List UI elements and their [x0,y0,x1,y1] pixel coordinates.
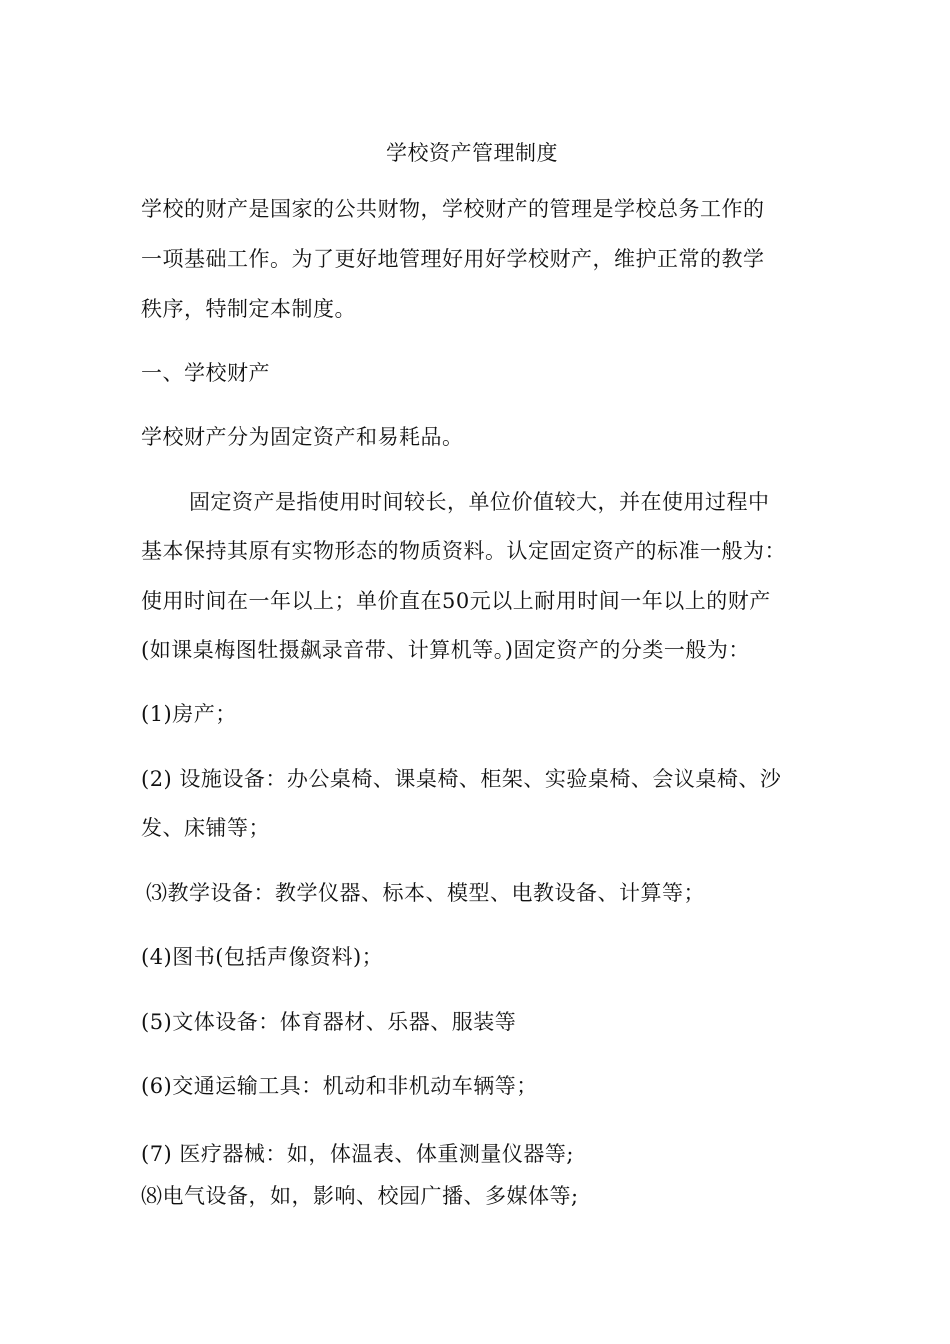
list-item-4: (4)图书(包括声像资料)； [141,945,384,969]
fixed-assets-line-4: (如课桌梅图牡摄飙录音带、计算机等。)固定资产的分类一般为： [141,638,750,662]
list-item-1: (1)房产； [141,702,237,726]
list-item-2-line-2: 发、床铺等； [141,816,270,840]
list-item-3: ⑶教学设备：教学仪器、标本、模型、电教设备、计算等； [146,881,705,905]
fixed-assets-line-1: 固定资产是指使用时间较长，单位价值较大，并在使用过程中 [189,490,770,514]
fixed-assets-line-3: 使用时间在一年以上；单价直在50元以上耐用时间一年以上的财产 [141,589,771,613]
list-item-6: (6)交通运输工具：机动和非机动车辆等； [141,1074,538,1098]
fixed-assets-line-2: 基本保持其原有实物形态的物质资料。认定固定资产的标准一般为： [141,539,786,563]
list-item-2-line-1: (2) 设施设备：办公桌椅、课桌椅、柜架、实验桌椅、会议桌椅、沙 [141,767,782,791]
intro-line-1: 学校的财产是国家的公共财物，学校财产的管理是学校总务工作的 [141,197,765,221]
section-heading: 一、学校财产 [141,361,270,385]
list-item-5: (5)文体设备：体育器材、乐器、服装等 [141,1010,517,1034]
intro-line-2: 一项基础工作。为了更好地管理好用好学校财产，维护正常的教学 [141,247,765,271]
list-item-7: (7) 医疗器械：如，体温表、体重测量仪器等; [141,1142,574,1166]
page-title: 学校资产管理制度 [386,141,558,165]
section-paragraph: 学校财产分为固定资产和易耗品。 [141,425,464,449]
intro-line-3: 秩序，特制定本制度。 [141,297,356,321]
list-item-8: ⑻电气设备，如，影响、校园广播、多媒体等; [141,1184,579,1208]
